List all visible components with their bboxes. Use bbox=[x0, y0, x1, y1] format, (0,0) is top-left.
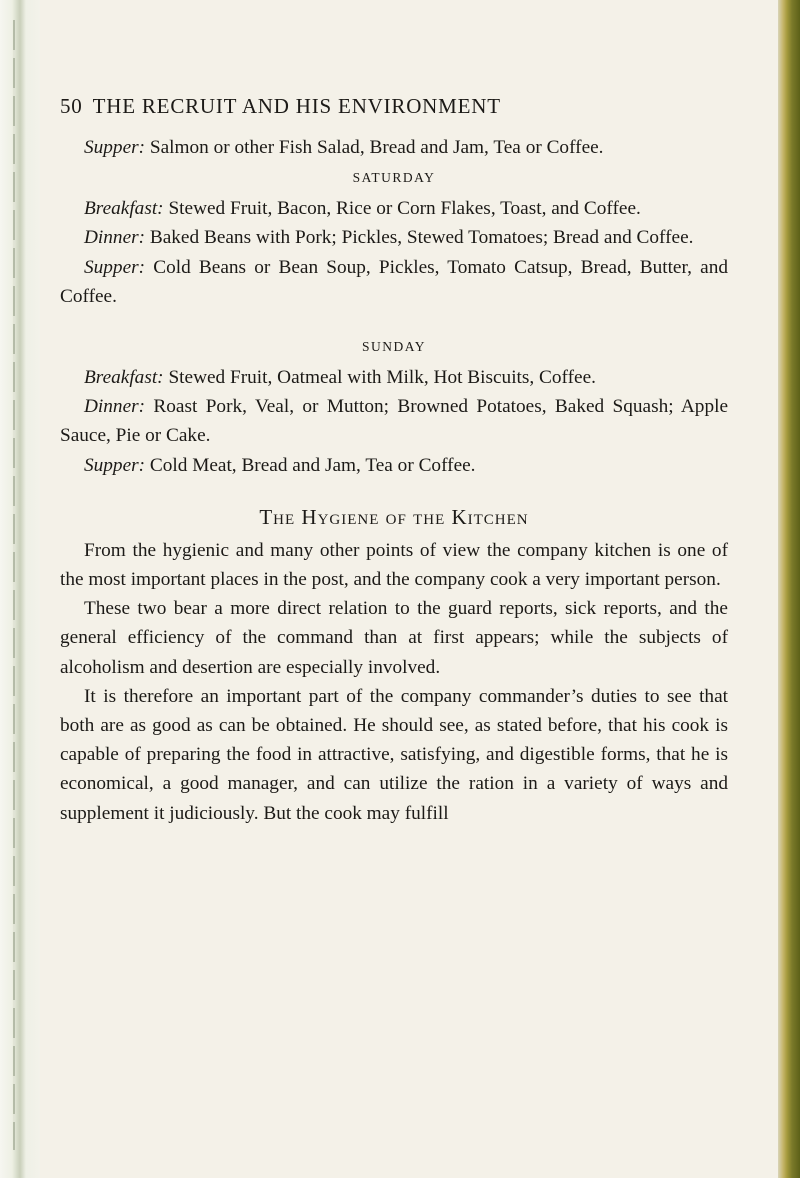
running-head bbox=[60, 93, 728, 119]
page-edge-right bbox=[778, 0, 800, 1178]
meal-label: Supper: bbox=[84, 256, 146, 278]
friday-supper bbox=[60, 133, 728, 162]
saturday-breakfast bbox=[60, 194, 728, 223]
binding-edge-left bbox=[0, 0, 40, 1178]
body-paragraph: It is therefore an important part of the company commander’s duties to see that both are as good as can be obtained. He should see, as stated before, that his cook is capable of preparing the food in attractive, satisfying, and digestible forms, that he is economical, a good manager, and can utilize the ration in a variety of ways and supplement it judiciously. But the cook may fulfill bbox=[60, 685, 728, 824]
running-head-title: THE RECRUIT AND HIS ENVIRONMENT bbox=[92, 94, 501, 118]
body-paragraph: From the hygienic and many other points of view the company kitchen is one of the most important places in the post, and the company cook a very important person. bbox=[60, 539, 728, 591]
saturday-dinner bbox=[60, 223, 728, 252]
meal-label: Breakfast: bbox=[84, 367, 164, 389]
meal-text: Baked Beans with Pork; Pickles, Stewed Tomatoes; Bread and Coffee. bbox=[149, 227, 694, 249]
body-paragraph: These two bear a more direct relation to the guard reports, sick reports, and the general efficiency of the command than at first appears; while the subjects of alcoholism and desertion are especially involved. bbox=[60, 598, 728, 678]
saturday-supper bbox=[60, 253, 728, 311]
meal-text: Stewed Fruit, Bacon, Rice or Corn Flakes, Toast, and Coffee. bbox=[168, 198, 641, 220]
meal-label: Supper: bbox=[84, 137, 146, 158]
sunday-breakfast bbox=[60, 363, 728, 392]
meal-text: Salmon or other Fish Salad, Bread and Jam, Tea or Coffee. bbox=[149, 137, 604, 158]
day-heading-sunday: SUNDAY bbox=[361, 339, 426, 355]
sunday-dinner bbox=[60, 392, 728, 450]
meal-text: Cold Meat, Bread and Jam, Tea or Coffee. bbox=[149, 454, 476, 476]
meal-text: Stewed Fruit, Oatmeal with Milk, Hot Biscuits, Coffee. bbox=[168, 367, 596, 389]
day-heading-saturday: SATURDAY bbox=[352, 170, 436, 186]
book-page bbox=[60, 93, 728, 828]
page-number: 50 bbox=[60, 94, 83, 118]
meal-label: Breakfast: bbox=[84, 198, 164, 220]
meal-text: Cold Beans or Bean Soup, Pickles, Tomato Catsup, Bread, Butter, and Coffee. bbox=[60, 256, 728, 307]
section-title bbox=[60, 502, 728, 532]
meal-text: Roast Pork, Veal, or Mutton; Browned Potatoes, Baked Squash; Apple Sauce, Pie or Cake. bbox=[60, 396, 728, 447]
meal-label: Dinner: bbox=[84, 227, 146, 249]
section-title-text: The Hygiene of the Kitchen bbox=[259, 504, 529, 529]
sunday-supper bbox=[60, 451, 728, 480]
meal-label: Supper: bbox=[84, 454, 146, 476]
meal-label: Dinner: bbox=[84, 396, 146, 418]
